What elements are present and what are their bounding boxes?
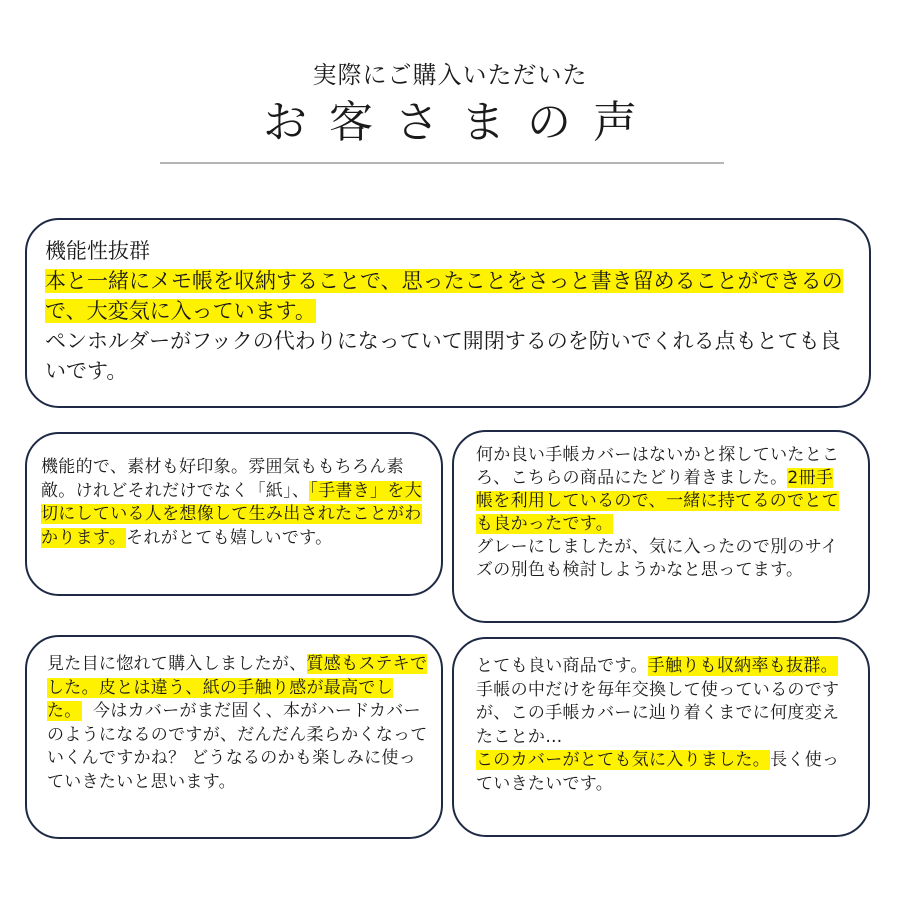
review-body-end: 長く使っていきたいです。 <box>476 750 840 794</box>
page-subtitle: 実際にご購入いただいた <box>312 61 588 89</box>
review-card-1 <box>25 218 871 408</box>
review-card-3 <box>452 430 870 623</box>
review-body-middle: 手帳の中だけを毎年交換して使っているのですが、この手帳カバーに辿り着くまでに何度変えたことか… <box>476 679 840 747</box>
review-heading: 機能性抜群 <box>45 239 150 263</box>
review-highlight: 質感もステキでした。皮とは違う、紙の手触り感が最高でした。 <box>47 654 428 721</box>
review-card-2 <box>25 432 443 596</box>
review-card-5 <box>452 637 870 837</box>
title-divider <box>160 162 724 164</box>
page-title: お客さまの声 <box>263 97 659 148</box>
review-highlight: 「手書き」を大切にしている人を想像して生み出されたことがわかります。 <box>41 480 422 548</box>
review-highlight-2: このカバーがとても気に入りました。 <box>476 750 771 770</box>
review-text <box>47 653 429 794</box>
review-highlight: 2冊手帳を利用しているので、一緒に持てるのでとても良かったです。 <box>476 468 839 534</box>
review-body-end: それがとても嬉しいです。 <box>126 527 333 548</box>
review-body: ペンホルダーがフックの代わりになっていて開閉するのを防いでくれる点もとても良いです。 <box>45 329 841 383</box>
review-body-end: 今はカバーがまだ固く、本がハードカバーのようになるのですが、だんだん柔らかくなっていくんですかね？ どうなるのかも楽しみに使っていきたいと思います。 <box>47 701 428 792</box>
review-body-end: グレーにしましたが、気に入ったので別のサイズの別色も検討しようかなと思ってます。 <box>476 537 839 580</box>
review-text <box>476 655 856 796</box>
review-body: とても良い商品です。 <box>476 656 648 676</box>
review-body: 機能的で、素材も好印象。雰囲気ももちろん素敵。けれどそれだけでなく「紙」、 <box>41 457 404 501</box>
review-text <box>45 266 851 386</box>
review-body: 何か良い手帳カバーはないかと探していたところ、こちらの商品にたどり着きました。 <box>476 445 840 488</box>
review-text <box>41 456 427 550</box>
review-text <box>476 444 850 582</box>
review-body: 見た目に惚れて購入しましたが、 <box>47 654 307 674</box>
review-highlight: 手触りも収納率も抜群。 <box>647 656 838 676</box>
review-card-4 <box>25 635 443 839</box>
review-highlight: 本と一緒にメモ帳を収納することで、思ったことをさっと書き留めることができるので、大変気に入っています。 <box>45 269 843 323</box>
